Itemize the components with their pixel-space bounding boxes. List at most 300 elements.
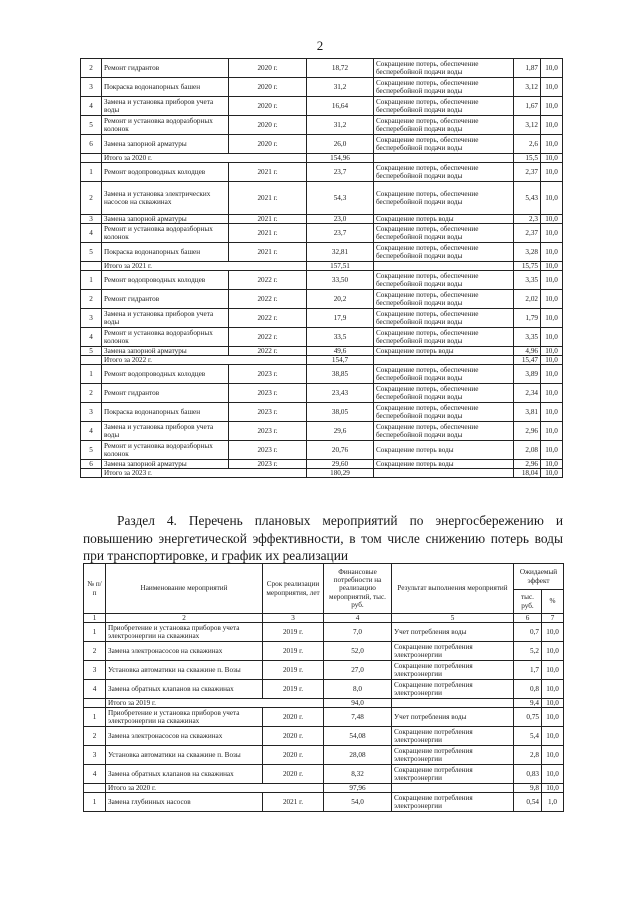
measure-effect: 2,37	[514, 163, 541, 182]
measure-year: 2021 г.	[229, 215, 307, 224]
measure-result: Сокращение потерь, обеспечение бесперебойной подачи воды	[374, 182, 514, 215]
table-row	[84, 623, 564, 642]
measure-year: 2020 г.	[229, 97, 307, 116]
measure-percent: 10,0	[541, 116, 563, 135]
measures-table-continued	[80, 58, 563, 478]
column-numbers-row	[84, 614, 564, 623]
measure-effect: 5,2	[514, 642, 542, 661]
table-row	[81, 59, 563, 78]
table-row	[81, 328, 563, 347]
header-effect-abs: тыс. руб.	[514, 590, 542, 614]
table-row	[84, 680, 564, 699]
measure-percent: 1,0	[542, 793, 564, 812]
measure-effect: 2,34	[514, 384, 541, 403]
table-total-row	[81, 469, 563, 478]
measure-result: Сокращение потерь, обеспечение бесперебойной подачи воды	[374, 224, 514, 243]
row-number: 6	[81, 135, 102, 154]
measure-year: 2020 г.	[229, 135, 307, 154]
total-empty-cell	[374, 356, 514, 365]
total-empty-cell	[374, 469, 514, 478]
total-cost: 97,96	[324, 784, 392, 793]
measure-effect: 2,96	[514, 422, 541, 441]
row-number: 3	[81, 403, 102, 422]
total-effect: 15,5	[514, 154, 541, 163]
measure-year: 2020 г.	[229, 116, 307, 135]
table-row	[81, 384, 563, 403]
measure-result: Сокращение потерь, обеспечение бесперебойной подачи воды	[374, 271, 514, 290]
table-row	[81, 347, 563, 356]
total-cost: 94,0	[324, 699, 392, 708]
measure-effect: 2,96	[514, 460, 541, 469]
row-number: 1	[84, 708, 106, 727]
measure-cost: 26,0	[307, 135, 374, 154]
table-row	[84, 765, 564, 784]
measure-name: Приобретение и установка приборов учета электроэнергии на скважинах	[106, 708, 263, 727]
measure-cost: 32,81	[307, 243, 374, 262]
measure-percent: 10,0	[541, 135, 563, 154]
measure-result: Сокращение потребления электроэнергии	[392, 793, 514, 812]
row-number: 1	[81, 271, 102, 290]
table-row	[81, 116, 563, 135]
measure-percent: 10,0	[541, 97, 563, 116]
measure-percent: 10,0	[542, 661, 564, 680]
total-empty-cell	[84, 784, 106, 793]
measure-year: 2020 г.	[229, 78, 307, 97]
table-total-row	[81, 262, 563, 271]
measure-name: Замена запорной арматуры	[102, 347, 229, 356]
measure-percent: 10,0	[542, 623, 564, 642]
measure-cost: 54,0	[324, 793, 392, 812]
table-row	[81, 215, 563, 224]
table-row	[81, 441, 563, 460]
row-number: 2	[81, 290, 102, 309]
total-cost: 157,51	[307, 262, 374, 271]
table-row	[81, 182, 563, 215]
measure-percent: 10,0	[541, 215, 563, 224]
row-number: 1	[84, 793, 106, 812]
measure-percent: 10,0	[541, 384, 563, 403]
measure-effect: 2,6	[514, 135, 541, 154]
measure-year: 2019 г.	[263, 680, 324, 699]
measure-cost: 33,5	[307, 328, 374, 347]
measure-percent: 10,0	[541, 309, 563, 328]
measure-name: Замена и установка приборов учета воды	[102, 97, 229, 116]
measure-year: 2021 г.	[229, 224, 307, 243]
measure-percent: 10,0	[542, 765, 564, 784]
measure-effect: 0,54	[514, 793, 542, 812]
measure-name: Замена и установка электрических насосов на скважинах	[102, 182, 229, 215]
measure-percent: 10,0	[541, 365, 563, 384]
total-empty-cell	[374, 262, 514, 271]
total-label: Итого за 2023 г.	[102, 469, 307, 478]
row-number: 3	[81, 215, 102, 224]
total-empty-cell	[392, 699, 514, 708]
measure-effect: 1,87	[514, 59, 541, 78]
measure-year: 2020 г.	[229, 59, 307, 78]
measure-effect: 4,96	[514, 347, 541, 356]
measure-result: Сокращение потерь, обеспечение бесперебойной подачи воды	[374, 116, 514, 135]
header-finance: Финансовые потребности на реализацию мероприятий, тыс. руб.	[324, 564, 392, 614]
measure-name: Ремонт и установка водоразборных колонок	[102, 441, 229, 460]
total-effect: 9,4	[514, 699, 542, 708]
measure-year: 2021 г.	[229, 182, 307, 215]
measure-year: 2021 г.	[229, 163, 307, 182]
measure-effect: 3,12	[514, 116, 541, 135]
measure-result: Сокращение потерь, обеспечение бесперебойной подачи воды	[374, 365, 514, 384]
measure-name: Установка автоматики на скважине п. Возы	[106, 661, 263, 680]
table-row	[81, 290, 563, 309]
measure-year: 2019 г.	[263, 623, 324, 642]
measure-result: Сокращение потерь, обеспечение бесперебойной подачи воды	[374, 422, 514, 441]
total-empty-cell	[81, 154, 102, 163]
header-effect-pct: %	[542, 590, 564, 614]
measure-cost: 23,7	[307, 224, 374, 243]
total-percent: 10,0	[541, 469, 563, 478]
measure-percent: 10,0	[541, 328, 563, 347]
table-total-row	[84, 784, 564, 793]
total-empty-cell	[81, 356, 102, 365]
measure-effect: 0,75	[514, 708, 542, 727]
measure-cost: 7,0	[324, 623, 392, 642]
col-number: 2	[106, 614, 263, 623]
measure-year: 2022 г.	[229, 347, 307, 356]
measure-cost: 52,0	[324, 642, 392, 661]
measure-result: Сокращение потерь, обеспечение бесперебойной подачи воды	[374, 59, 514, 78]
row-number: 6	[81, 460, 102, 469]
table-row	[84, 727, 564, 746]
table-row	[81, 403, 563, 422]
measure-year: 2023 г.	[229, 365, 307, 384]
measure-percent: 10,0	[541, 403, 563, 422]
total-percent: 10,0	[542, 699, 564, 708]
table-header-row	[84, 564, 564, 590]
table-row	[81, 224, 563, 243]
row-number: 4	[84, 765, 106, 784]
measure-percent: 10,0	[542, 642, 564, 661]
col-number: 6	[514, 614, 542, 623]
table-row	[84, 793, 564, 812]
measure-year: 2020 г.	[263, 727, 324, 746]
table-row	[81, 78, 563, 97]
total-effect: 15,47	[514, 356, 541, 365]
measure-name: Замена электронасосов на скважинах	[106, 642, 263, 661]
row-number: 3	[84, 746, 106, 765]
measure-effect: 1,79	[514, 309, 541, 328]
total-label: Итого за 2020 г.	[106, 784, 324, 793]
total-label: Итого за 2020 г.	[102, 154, 307, 163]
header-effect: Ожидаемый эффект	[514, 564, 564, 590]
total-cost: 154,7	[307, 356, 374, 365]
measure-name: Ремонт гидрантов	[102, 59, 229, 78]
measure-year: 2020 г.	[263, 746, 324, 765]
measure-year: 2022 г.	[229, 271, 307, 290]
table-row	[81, 243, 563, 262]
measure-name: Замена обратных клапанов на скважинах	[106, 765, 263, 784]
measure-name: Ремонт и установка водоразборных колонок	[102, 116, 229, 135]
measure-cost: 31,2	[307, 78, 374, 97]
measure-result: Сокращение потерь, обеспечение бесперебойной подачи воды	[374, 384, 514, 403]
measure-percent: 10,0	[541, 163, 563, 182]
measure-result: Сокращение потерь воды	[374, 347, 514, 356]
row-number: 2	[81, 182, 102, 215]
measure-result: Сокращение потребления электроэнергии	[392, 661, 514, 680]
row-number: 3	[81, 78, 102, 97]
measure-name: Ремонт водопроводных колодцев	[102, 365, 229, 384]
table-row	[81, 365, 563, 384]
measure-cost: 8,32	[324, 765, 392, 784]
measure-effect: 3,35	[514, 328, 541, 347]
total-empty-cell	[81, 469, 102, 478]
measure-percent: 10,0	[541, 243, 563, 262]
measure-name: Ремонт водопроводных колодцев	[102, 271, 229, 290]
row-number: 3	[84, 661, 106, 680]
measure-cost: 54,08	[324, 727, 392, 746]
measure-result: Сокращение потребления электроэнергии	[392, 746, 514, 765]
measure-name: Установка автоматики на скважине п. Возы	[106, 746, 263, 765]
measure-year: 2023 г.	[229, 384, 307, 403]
measure-percent: 10,0	[541, 78, 563, 97]
measure-year: 2020 г.	[263, 708, 324, 727]
measure-effect: 3,28	[514, 243, 541, 262]
row-number: 3	[81, 309, 102, 328]
measure-cost: 28,08	[324, 746, 392, 765]
measure-result: Сокращение потерь, обеспечение бесперебойной подачи воды	[374, 290, 514, 309]
measure-percent: 10,0	[541, 290, 563, 309]
measure-name: Ремонт и установка водоразборных колонок	[102, 224, 229, 243]
measure-name: Приобретение и установка приборов учета электроэнергии на скважинах	[106, 623, 263, 642]
total-cost: 154,96	[307, 154, 374, 163]
measure-name: Ремонт гидрантов	[102, 290, 229, 309]
table-total-row	[84, 699, 564, 708]
table-row	[81, 309, 563, 328]
row-number: 5	[81, 116, 102, 135]
measure-effect: 5,4	[514, 727, 542, 746]
section-4-heading	[83, 512, 563, 565]
measure-cost: 23,7	[307, 163, 374, 182]
measure-effect: 0,8	[514, 680, 542, 699]
measure-result: Сокращение потерь воды	[374, 215, 514, 224]
measure-cost: 31,2	[307, 116, 374, 135]
measure-year: 2021 г.	[229, 243, 307, 262]
row-number: 4	[81, 224, 102, 243]
measure-cost: 8,0	[324, 680, 392, 699]
measure-effect: 2,08	[514, 441, 541, 460]
measure-percent: 10,0	[541, 271, 563, 290]
table-row	[81, 135, 563, 154]
measure-year: 2023 г.	[229, 422, 307, 441]
measure-year: 2022 г.	[229, 328, 307, 347]
row-number: 2	[84, 642, 106, 661]
total-label: Итого за 2019 г.	[106, 699, 324, 708]
measure-name: Покраска водонапорных башен	[102, 403, 229, 422]
measure-name: Ремонт водопроводных колодцев	[102, 163, 229, 182]
measure-cost: 20,76	[307, 441, 374, 460]
measure-cost: 49,6	[307, 347, 374, 356]
measure-effect: 1,7	[514, 661, 542, 680]
measure-name: Покраска водонапорных башен	[102, 243, 229, 262]
total-percent: 10,0	[542, 784, 564, 793]
measure-name: Покраска водонапорных башен	[102, 78, 229, 97]
col-number: 5	[392, 614, 514, 623]
measure-result: Сокращение потерь, обеспечение бесперебойной подачи воды	[374, 78, 514, 97]
col-number: 3	[263, 614, 324, 623]
measure-effect: 3,12	[514, 78, 541, 97]
table-row	[84, 642, 564, 661]
total-effect: 9,8	[514, 784, 542, 793]
total-label: Итого за 2022 г.	[102, 356, 307, 365]
measure-percent: 10,0	[542, 680, 564, 699]
measure-name: Замена запорной арматуры	[102, 215, 229, 224]
measure-percent: 10,0	[541, 441, 563, 460]
measure-percent: 10,0	[541, 182, 563, 215]
measure-cost: 7,48	[324, 708, 392, 727]
measure-name: Замена и установка приборов учета воды	[102, 309, 229, 328]
measure-percent: 10,0	[542, 746, 564, 765]
table-row	[84, 746, 564, 765]
total-effect: 18,04	[514, 469, 541, 478]
row-number: 4	[84, 680, 106, 699]
header-num: № п/п	[84, 564, 106, 614]
header-name: Наименование мероприятий	[106, 564, 263, 614]
measure-effect: 5,43	[514, 182, 541, 215]
measure-effect: 3,35	[514, 271, 541, 290]
total-empty-cell	[392, 784, 514, 793]
measure-result: Сокращение потерь, обеспечение бесперебойной подачи воды	[374, 243, 514, 262]
row-number: 5	[81, 347, 102, 356]
measure-name: Ремонт гидрантов	[102, 384, 229, 403]
measure-result: Учет потребления воды	[392, 623, 514, 642]
measure-cost: 33,50	[307, 271, 374, 290]
measure-result: Сокращение потерь воды	[374, 441, 514, 460]
table-row	[81, 460, 563, 469]
measure-result: Учет потребления воды	[392, 708, 514, 727]
row-number: 5	[81, 243, 102, 262]
measure-result: Сокращение потерь, обеспечение бесперебойной подачи воды	[374, 328, 514, 347]
measure-cost: 16,64	[307, 97, 374, 116]
measure-result: Сокращение потребления электроэнергии	[392, 642, 514, 661]
measure-name: Замена запорной арматуры	[102, 135, 229, 154]
measure-percent: 10,0	[541, 422, 563, 441]
energy-saving-measures-table	[83, 563, 564, 812]
measure-cost: 23,43	[307, 384, 374, 403]
measure-cost: 23,0	[307, 215, 374, 224]
row-number: 2	[84, 727, 106, 746]
measure-effect: 2,3	[514, 215, 541, 224]
measure-result: Сокращение потребления электроэнергии	[392, 680, 514, 699]
row-number: 4	[81, 422, 102, 441]
total-empty-cell	[374, 154, 514, 163]
measure-year: 2020 г.	[263, 765, 324, 784]
measure-cost: 54,3	[307, 182, 374, 215]
row-number: 1	[81, 163, 102, 182]
row-number: 4	[81, 97, 102, 116]
measure-result: Сокращение потерь, обеспечение бесперебойной подачи воды	[374, 163, 514, 182]
measure-year: 2023 г.	[229, 403, 307, 422]
header-result: Результат выполнения мероприятий	[392, 564, 514, 614]
col-number: 4	[324, 614, 392, 623]
table-total-row	[81, 356, 563, 365]
col-number: 7	[542, 614, 564, 623]
row-number: 2	[81, 384, 102, 403]
measure-cost: 20,2	[307, 290, 374, 309]
measure-result: Сокращение потребления электроэнергии	[392, 765, 514, 784]
row-number: 1	[81, 365, 102, 384]
measure-result: Сокращение потерь, обеспечение бесперебойной подачи воды	[374, 309, 514, 328]
table-total-row	[81, 154, 563, 163]
measure-result: Сокращение потребления электроэнергии	[392, 727, 514, 746]
measure-cost: 29,60	[307, 460, 374, 469]
col-number: 1	[84, 614, 106, 623]
measure-cost: 17,9	[307, 309, 374, 328]
measure-effect: 1,67	[514, 97, 541, 116]
measure-result: Сокращение потерь, обеспечение бесперебойной подачи воды	[374, 403, 514, 422]
measure-year: 2021 г.	[263, 793, 324, 812]
measure-cost: 27,0	[324, 661, 392, 680]
row-number: 1	[84, 623, 106, 642]
measure-cost: 38,05	[307, 403, 374, 422]
measure-year: 2023 г.	[229, 441, 307, 460]
page-number: 2	[316, 38, 324, 53]
table-row	[84, 661, 564, 680]
measure-year: 2019 г.	[263, 661, 324, 680]
table-row	[81, 422, 563, 441]
measure-result: Сокращение потерь, обеспечение бесперебойной подачи воды	[374, 97, 514, 116]
measure-year: 2019 г.	[263, 642, 324, 661]
table-row	[84, 708, 564, 727]
measure-result: Сокращение потерь воды	[374, 460, 514, 469]
total-cost: 180,29	[307, 469, 374, 478]
measure-name: Ремонт и установка водоразборных колонок	[102, 328, 229, 347]
measure-year: 2023 г.	[229, 460, 307, 469]
measure-effect: 2,37	[514, 224, 541, 243]
measure-effect: 2,8	[514, 746, 542, 765]
measure-percent: 10,0	[541, 224, 563, 243]
measure-effect: 3,81	[514, 403, 541, 422]
row-number: 5	[81, 441, 102, 460]
measure-cost: 18,72	[307, 59, 374, 78]
row-number: 4	[81, 328, 102, 347]
measure-percent: 10,0	[542, 708, 564, 727]
total-label: Итого за 2021 г.	[102, 262, 307, 271]
table-row	[81, 163, 563, 182]
total-percent: 10,0	[541, 262, 563, 271]
measure-cost: 29,6	[307, 422, 374, 441]
measure-name: Замена глубинных насосов	[106, 793, 263, 812]
measure-year: 2022 г.	[229, 290, 307, 309]
measure-percent: 10,0	[541, 59, 563, 78]
measure-percent: 10,0	[542, 727, 564, 746]
measure-name: Замена электронасосов на скважинах	[106, 727, 263, 746]
measure-result: Сокращение потерь, обеспечение бесперебойной подачи воды	[374, 135, 514, 154]
total-percent: 10,0	[541, 356, 563, 365]
measure-year: 2022 г.	[229, 309, 307, 328]
measure-effect: 2,02	[514, 290, 541, 309]
measure-effect: 0,83	[514, 765, 542, 784]
row-number: 2	[81, 59, 102, 78]
total-effect: 15,75	[514, 262, 541, 271]
measure-effect: 0,7	[514, 623, 542, 642]
total-empty-cell	[84, 699, 106, 708]
table-row	[81, 97, 563, 116]
measure-name: Замена запорной арматуры	[102, 460, 229, 469]
measure-effect: 3,89	[514, 365, 541, 384]
measure-name: Замена и установка приборов учета воды	[102, 422, 229, 441]
measure-percent: 10,0	[541, 460, 563, 469]
measure-cost: 38,85	[307, 365, 374, 384]
total-percent: 10,0	[541, 154, 563, 163]
measure-percent: 10,0	[541, 347, 563, 356]
measure-name: Замена обратных клапанов на скважинах	[106, 680, 263, 699]
